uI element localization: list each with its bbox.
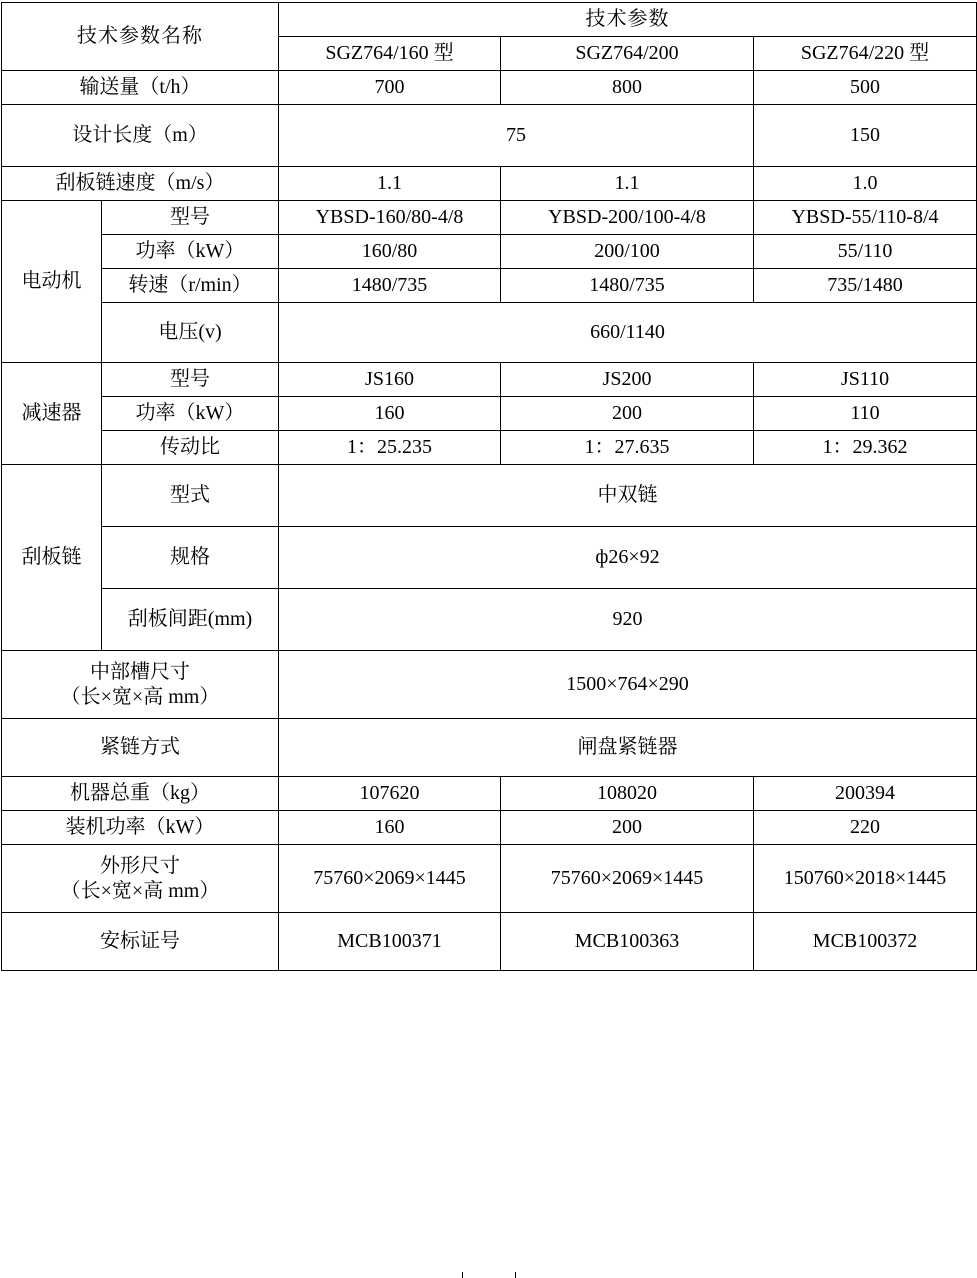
table-row — [2, 527, 977, 589]
cell-chain-form: 中双链 — [279, 465, 977, 527]
cell-overall-size-3: 150760×2018×1445 — [754, 845, 977, 913]
cell-total-weight-1: 107620 — [279, 777, 501, 811]
table-row — [2, 845, 977, 913]
cell-cert-no-2: MCB100363 — [501, 913, 754, 971]
cell-overall-size-1: 75760×2069×1445 — [279, 845, 501, 913]
row-label-motor-type: 型号 — [102, 201, 279, 235]
cell-chain-spec: ф26×92 — [279, 527, 977, 589]
table-row — [2, 201, 977, 235]
header-param-group: 技术参数 — [279, 3, 977, 37]
table-row — [2, 431, 977, 465]
cell-design-length-2: 150 — [754, 105, 977, 167]
cell-capacity-2: 800 — [501, 71, 754, 105]
group-label-motor: 电动机 — [2, 201, 102, 363]
cell-motor-power-1: 160/80 — [279, 235, 501, 269]
cell-reducer-ratio-2: 1：27.635 — [501, 431, 754, 465]
row-label-overall-size-line2: （长×宽×高 mm） — [60, 879, 220, 902]
row-label-motor-voltage: 电压(v) — [102, 303, 279, 363]
table-row — [2, 269, 977, 303]
cell-reducer-power-1: 160 — [279, 397, 501, 431]
table-row — [2, 363, 977, 397]
header-model-1: SGZ764/160 型 — [279, 37, 501, 71]
table-row — [2, 777, 977, 811]
cell-motor-speed-1: 1480/735 — [279, 269, 501, 303]
table-row — [2, 303, 977, 363]
row-label-chain-tension: 紧链方式 — [2, 719, 279, 777]
cell-cert-no-1: MCB100371 — [279, 913, 501, 971]
table-row — [2, 465, 977, 527]
table-row — [2, 589, 977, 651]
cell-chain-speed-1: 1.1 — [279, 167, 501, 201]
tick-mark-right — [515, 1272, 516, 1278]
cell-trough-size: 1500×764×290 — [279, 651, 977, 719]
cell-motor-power-2: 200/100 — [501, 235, 754, 269]
row-label-reducer-ratio: 传动比 — [102, 431, 279, 465]
header-model-3: SGZ764/220 型 — [754, 37, 977, 71]
cell-installed-power-1: 160 — [279, 811, 501, 845]
row-label-trough-size-line1: 中部槽尺寸 — [90, 660, 190, 683]
row-label-capacity: 输送量（t/h） — [2, 71, 279, 105]
cell-cert-no-3: MCB100372 — [754, 913, 977, 971]
row-label-motor-speed: 转速（r/min） — [102, 269, 279, 303]
row-label-trough-size — [2, 651, 279, 719]
cell-chain-speed-2: 1.1 — [501, 167, 754, 201]
cell-reducer-ratio-3: 1：29.362 — [754, 431, 977, 465]
cell-motor-speed-2: 1480/735 — [501, 269, 754, 303]
cell-motor-type-2: YBSD-200/100-4/8 — [501, 201, 754, 235]
cell-scraper-spacing: 920 — [279, 589, 977, 651]
cell-total-weight-3: 200394 — [754, 777, 977, 811]
table-row — [2, 397, 977, 431]
row-label-trough-size-line2: （长×宽×高 mm） — [60, 685, 220, 708]
tick-mark-left — [462, 1272, 463, 1278]
header-param-name: 技术参数名称 — [2, 3, 279, 71]
row-label-design-length: 设计长度（m） — [2, 105, 279, 167]
row-label-chain-form: 型式 — [102, 465, 279, 527]
row-label-overall-size — [2, 845, 279, 913]
cell-reducer-ratio-1: 1：25.235 — [279, 431, 501, 465]
row-label-reducer-type: 型号 — [102, 363, 279, 397]
table-row — [2, 71, 977, 105]
table-row — [2, 167, 977, 201]
cell-reducer-type-2: JS200 — [501, 363, 754, 397]
cell-capacity-3: 500 — [754, 71, 977, 105]
cell-overall-size-2: 75760×2069×1445 — [501, 845, 754, 913]
table-row — [2, 811, 977, 845]
cell-installed-power-3: 220 — [754, 811, 977, 845]
table-row — [2, 105, 977, 167]
cell-chain-speed-3: 1.0 — [754, 167, 977, 201]
technical-parameters-table — [1, 2, 977, 971]
table-row — [2, 719, 977, 777]
row-label-installed-power: 装机功率（kW） — [2, 811, 279, 845]
row-label-total-weight: 机器总重（kg） — [2, 777, 279, 811]
row-label-overall-size-line1: 外形尺寸 — [100, 854, 180, 877]
cell-reducer-type-3: JS110 — [754, 363, 977, 397]
row-label-scraper-spacing: 刮板间距(mm) — [102, 589, 279, 651]
cell-design-length-1: 75 — [279, 105, 754, 167]
page-bottom-ticks — [0, 1272, 977, 1278]
cell-motor-speed-3: 735/1480 — [754, 269, 977, 303]
cell-reducer-power-3: 110 — [754, 397, 977, 431]
table-row — [2, 651, 977, 719]
cell-reducer-type-1: JS160 — [279, 363, 501, 397]
row-label-reducer-power: 功率（kW） — [102, 397, 279, 431]
header-model-2: SGZ764/200 — [501, 37, 754, 71]
table-row — [2, 235, 977, 269]
row-label-cert-no: 安标证号 — [2, 913, 279, 971]
cell-installed-power-2: 200 — [501, 811, 754, 845]
cell-total-weight-2: 108020 — [501, 777, 754, 811]
table-row — [2, 913, 977, 971]
row-label-motor-power: 功率（kW） — [102, 235, 279, 269]
cell-motor-power-3: 55/110 — [754, 235, 977, 269]
cell-motor-type-3: YBSD-55/110-8/4 — [754, 201, 977, 235]
row-label-chain-speed: 刮板链速度（m/s） — [2, 167, 279, 201]
group-label-reducer: 减速器 — [2, 363, 102, 465]
group-label-scraper-chain: 刮板链 — [2, 465, 102, 651]
row-label-chain-spec: 规格 — [102, 527, 279, 589]
table-header-row — [2, 3, 977, 37]
cell-capacity-1: 700 — [279, 71, 501, 105]
cell-reducer-power-2: 200 — [501, 397, 754, 431]
cell-motor-type-1: YBSD-160/80-4/8 — [279, 201, 501, 235]
cell-chain-tension: 闸盘紧链器 — [279, 719, 977, 777]
cell-motor-voltage: 660/1140 — [279, 303, 977, 363]
